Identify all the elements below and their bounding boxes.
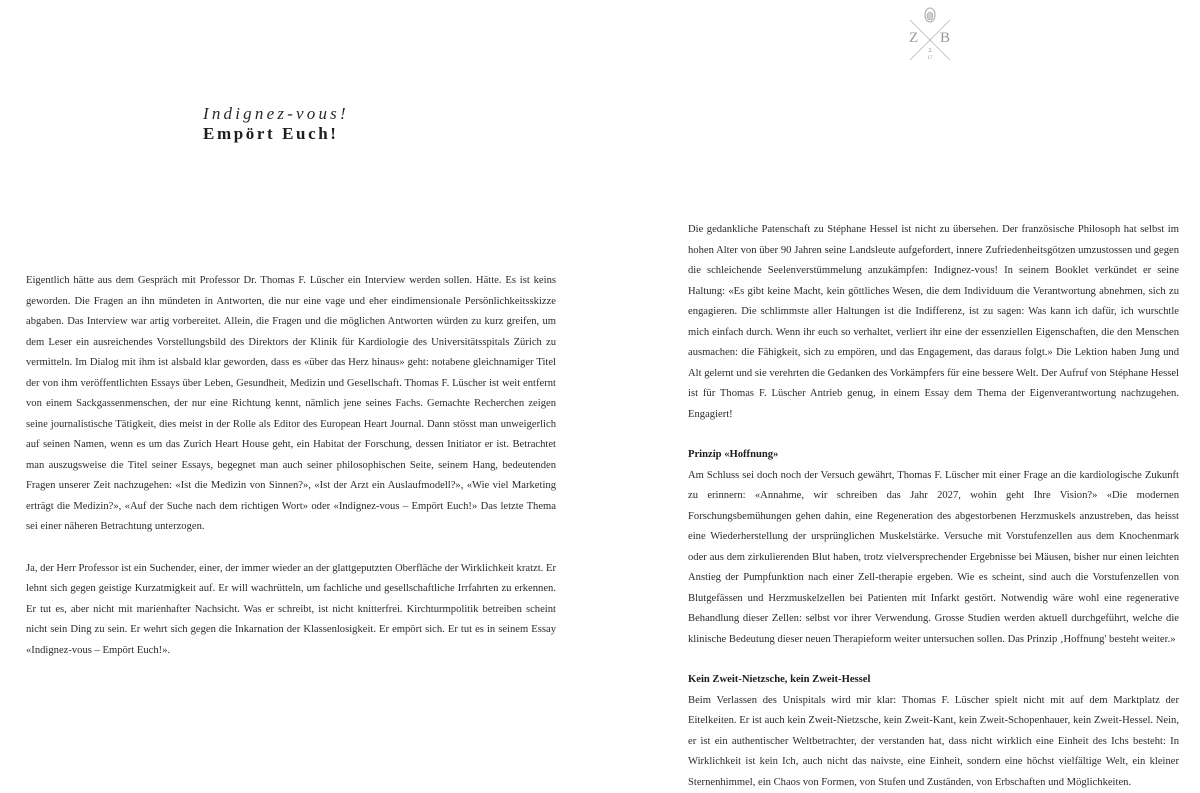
paragraph-intro: Die gedankliche Patenschaft zu Stéphane Hessel ist nicht zu übersehen. Der französische Philosoph hat selbst im hohen Alter von über 90 Jahren seine Landsleute aufgefordert, innere Zufriedenheitsgötzen umzustossen und gegen die schleichende Seelenverstümmelung anzukämpfen: Indignez-vous! In seinem Booklet verkündet er seine Haltung: «Es gibt keine Macht, kein göttliches Wesen, die dem Individuum die Verantwortung abnehmen, sich zu engagieren. Die schlimmste aller Haltungen ist die Indifferenz, ist zu sagen: Was kann ich dafür, ich wurschtle mich einfach durch. Wenn ihr euch so verhaltet, verliert ihr eine der essenziellen Eigenschaften, die den Menschen ausmachen: die Fähigkeit, sich zu empören, und das Engagement, das daraus folgt.» Die Lektion haben Jung und Alt gelernt und sie verehrten die Gedanken des Vorkämpfers für eine bessere Welt. Der Aufruf von Stéphane Hessel ist für Thomas F. Lüscher Antrieb genug, in einem Essay dem Thema der Eigenverantwortung nachzugehen. Engagiert! bbox=[688, 220, 1179, 425]
title-german: Empört Euch! bbox=[203, 124, 349, 144]
logo-number-bottom: 17 bbox=[928, 56, 934, 61]
left-column bbox=[26, 271, 556, 661]
logo-letter-b: B bbox=[940, 30, 950, 46]
crest-icon bbox=[904, 6, 956, 62]
section-heading-zweit: Kein Zweit-Nietzsche, kein Zweit-Hessel bbox=[688, 670, 1179, 691]
paragraph-hoffnung: Am Schluss sei doch noch der Versuch gewährt, Thomas F. Lüscher mit einer Frage an die kardiologische Zukunft zu erinnern: «Annahme, wir schreiben das Jahr 2027, wohin geht Ihre Vision?» «Die modernen Forschungsbemühungen gehen dahin, eine Regeneration des abgestorbenen Herzmuskels anzustreben, das heisst eine Wiederherstellung der ursprünglichen Muskelstärke. Versuche mit Vorstufenzellen aus dem Knochenmark oder aus dem zirkulierenden Blut haben, trotz vielversprechender Ergebnisse bei Mäusen, bisher nur einen leichten Anstieg der Pumpfunktion nach einer Zell-therapie ergeben. Wie es scheint, sind auch die Vorstufenzellen von Blutgefässen und Herzmuskelzellen bei Patienten mit Infarkt gestört. Notwendig wäre wohl eine regenerative Behandlung dieser Zellen: selbst vor ihrer Verwendung. Grosse Studien werden aktuell durchgeführt, welche die klinische Bedeutung dieser neuen Therapieform weiter untersuchen sollen. Das Prinzip ‚Hoffnung' besteht weiter.» bbox=[688, 466, 1179, 651]
logo-number-top: 2 bbox=[929, 48, 932, 54]
title-french: Indignez-vous! bbox=[203, 104, 349, 124]
paragraph: Eigentlich hätte aus dem Gespräch mit Professor Dr. Thomas F. Lüscher ein Interview werden sollen. Hätte. Es ist keins geworden. Die Fragen an ihn mündeten in Antworten, die nur eine vage und eher eindimensionale Persönlichkeitsskizze abgaben. Das Interview war artig vorbereitet. Allein, die Fragen und die möglichen Antworten würden zu kurz greifen, um dem Leser ein ausreichendes Vorstellungsbild des Direktors der Klinik für Kardiologie des Universitätsspitals Zürich zu vermitteln. Im Dialog mit ihm ist alsbald klar geworden, dass es «über das Herz hinaus» geht: notabene gleichnamiger Titel der von ihm veröffentlichten Essays über Leben, Gesundheit, Medizin und Gesellschaft. Thomas F. Lüscher ist weit entfernt von einem Sackgassenmenschen, der nur eine Richtung kennt, nämlich jene seines Fachs. Gemachte Recherchen zeigen seine journalistische Tätigkeit, dies meist in der Rolle als Editor des European Heart Journal. Dann stösst man unweigerlich auf seinen Namen, wenn es um das Zurich Heart House geht, ein Habitat der Forschung, dessen Initiator er ist. Betrachtet man auszugsweise die Titel seiner Essays, begegnet man auch seiner philosophischen Seite, seinem Hang, bedeutenden Fragen unserer Zeit nachzugehen: «Ist die Medizin von Sinnen?», «Ist der Arzt ein Auslaufmodell?», «Wie viel Marketing erträgt die Medizin?», «Auf der Suche nach dem richtigen Wort» oder «Indignez-vous – Empört Euch!» Das letzte Thema sei einer näheren Betrachtung unterzogen. bbox=[26, 271, 556, 538]
zb-logo bbox=[904, 6, 956, 62]
right-column bbox=[688, 220, 1179, 793]
article-title bbox=[203, 104, 349, 144]
paragraph-zweit: Beim Verlassen des Unispitals wird mir klar: Thomas F. Lüscher spielt nicht mit auf dem Marktplatz der Eitelkeiten. Er ist auch kein Zweit-Nietzsche, kein Zweit-Kant, kein Zweit-Schopenhauer, kein Zweit-Hessel. Nein, er ist ein authentischer Weltbetrachter, der verstanden hat, dass nicht wirklich eine Einheit des Ichs besteht: In Wirklichkeit ist kein Ich, auch nicht das naivste, eine Einheit, sondern eine höchst vielfältige Welt, ein kleiner Sternenhimmel, ein Chaos von Formen, von Stufen und Zuständen, von Erbschaften und Möglichkeiten. bbox=[688, 691, 1179, 793]
logo-letter-z: Z bbox=[909, 30, 918, 46]
paragraph: Ja, der Herr Professor ist ein Suchender, einer, der immer wieder an der glattgeputzten Oberfläche der Wirklichkeit kratzt. Er lehnt sich gegen geistige Kurzatmigkeit auf. Er will wachrütteln, um fachliche und gesellschaftliche Irrfahrten zu erkennen. Er tut es, aber nicht mit marienhafter Nachsicht. Was er schreibt, ist nicht knitterfrei. Kirchturmpolitik betreiben scheint nicht sein Ding zu sein. Er wehrt sich gegen die Inkarnation der Klassenlosigkeit. Er empört sich. Er tut es in seinem Essay «Indignez-vous – Empört Euch!». bbox=[26, 559, 556, 662]
section-heading-hoffnung: Prinzip «Hoffnung» bbox=[688, 445, 1179, 466]
